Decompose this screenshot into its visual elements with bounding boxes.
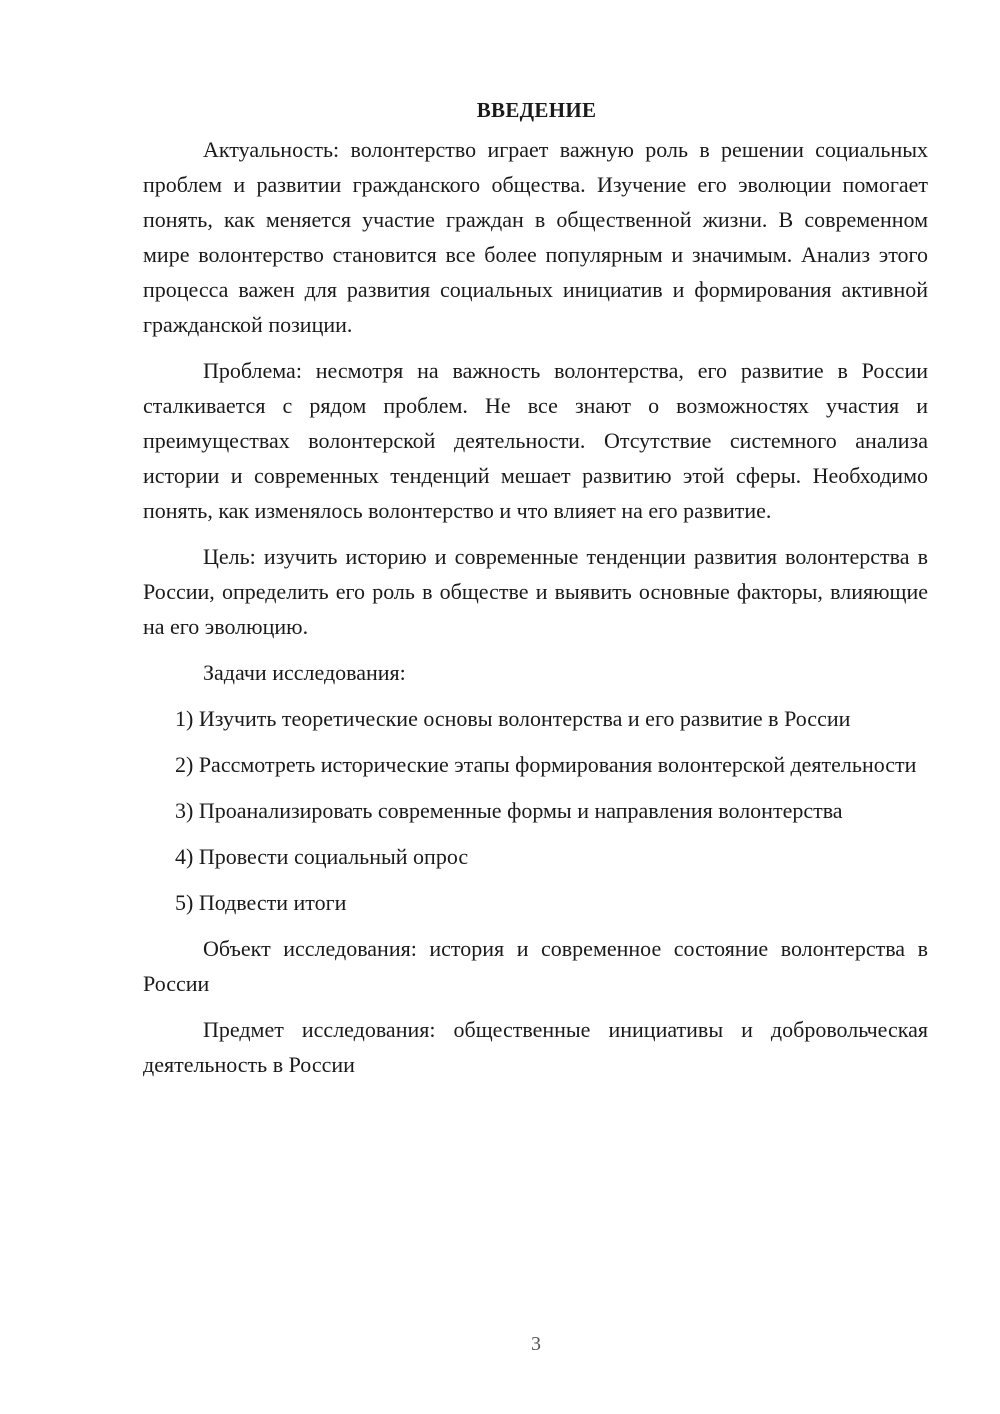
problem-paragraph: Проблема: несмотря на важность волонтерства, его развитие в России сталкивается с рядом проблем. Не все знают о возможностях участия и преимуществах волонтерской деятельности. Отсутствие системного анализа истории и современных тенденций мешает развитию этой сферы. Необходимо понять, как изменялось волонтерство и что влияет на его развитие.: [143, 358, 928, 523]
task-item-3: 3) Проанализировать современные формы и направления волонтерства: [175, 798, 843, 823]
page-content: [143, 92, 928, 1093]
task-item-5: 5) Подвести итоги: [175, 890, 347, 915]
task-item-2: 2) Рассмотреть исторические этапы формирования волонтерской деятельности: [175, 752, 917, 777]
task-item-4: 4) Провести социальный опрос: [175, 844, 469, 869]
object-paragraph: Объект исследования: история и современное состояние волонтерства в России: [143, 936, 928, 996]
page-number: 3: [531, 1333, 541, 1355]
relevance-paragraph: Актуальность: волонтерство играет важную роль в решении социальных проблем и развитии гражданского общества. Изучение его эволюции помогает понять, как меняется участие граждан в общественной жизни. В современном мире волонтерство становится все более популярным и значимым. Анализ этого процесса важен для развития социальных инициатив и формирования активной гражданской позиции.: [143, 137, 928, 337]
subject-paragraph: Предмет исследования: общественные инициативы и добровольческая деятельность в России: [143, 1017, 928, 1077]
task-item-1: 1) Изучить теоретические основы волонтерства и его развитие в России: [175, 706, 851, 731]
section-heading: ВВЕДЕНИЕ: [476, 98, 597, 122]
goal-paragraph: Цель: изучить историю и современные тенденции развития волонтерства в России, определить его роль в обществе и выявить основные факторы, влияющие на его эволюцию.: [143, 544, 928, 639]
tasks-title: Задачи исследования:: [203, 660, 406, 685]
